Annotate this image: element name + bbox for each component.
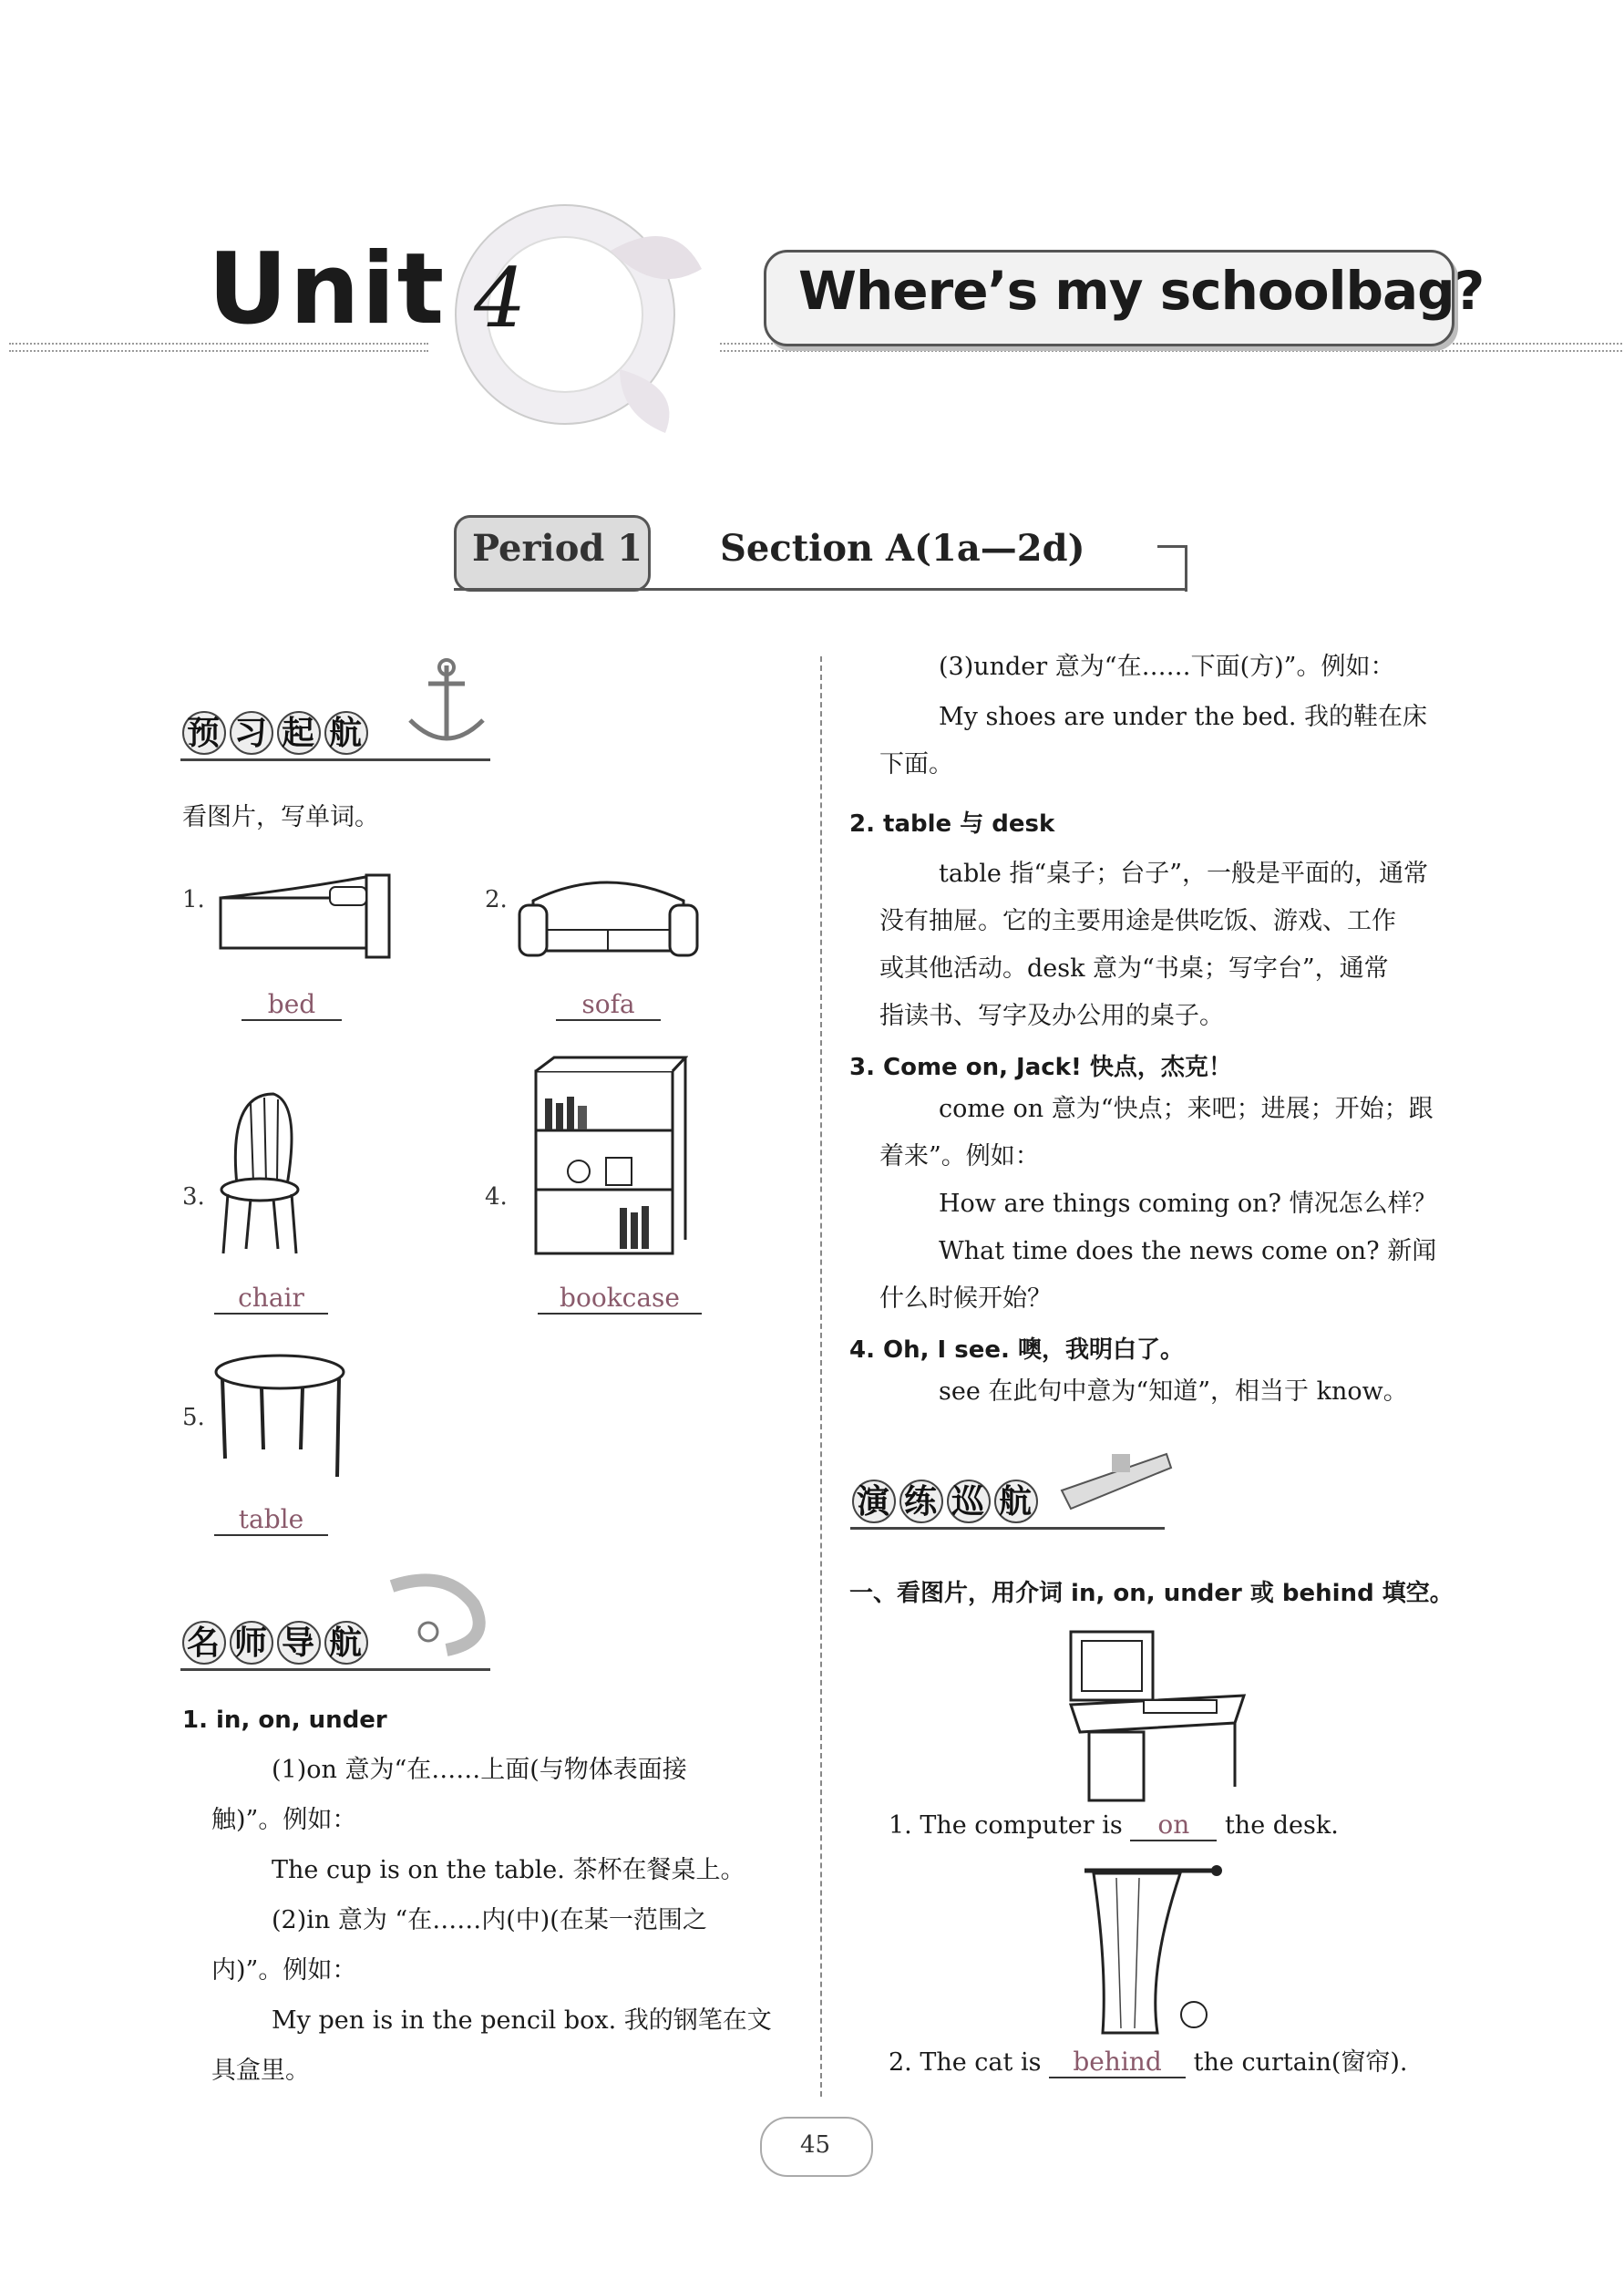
section-corner (1157, 545, 1187, 592)
teacher-line: 内)”。例如： (211, 1956, 357, 1985)
period-label: Period 1 (472, 527, 643, 570)
right-line: 着来”。例如： (879, 1142, 1040, 1170)
right-line: How are things coming on? 情况怎么样？ (939, 1190, 1437, 1218)
preview-badge: 预 习 起 航 (182, 711, 372, 755)
practice-badge-rule (850, 1527, 1165, 1530)
unit-title: Where’s my schoolbag? (798, 260, 1485, 322)
unit-number: 4 (474, 251, 527, 346)
computer-icon (1053, 1623, 1262, 1805)
teacher-line: 具盒里。 (211, 2057, 310, 2085)
question-2: 2. The cat is behind the curtain(窗帘). (889, 2047, 1408, 2077)
right-line: 或其他活动。desk 意为“书桌；写字台”，通常 (879, 954, 1389, 983)
header-decoration (428, 187, 702, 442)
answer-blank[interactable]: table (214, 1504, 328, 1536)
right-line: come on 意为“快点；来吧；进展；开始；跟 (939, 1095, 1434, 1123)
answer-blank[interactable]: chair (214, 1283, 328, 1315)
right-line: (3)under 意为“在……下面(方)”。例如： (939, 653, 1395, 681)
practice-instruction: 一、看图片，用介词 in, on, under 或 behind 填空。 (849, 1580, 1454, 1607)
teacher-line: (2)in 意为 “在……内(中)(在某一范围之 (272, 1906, 707, 1934)
right-line: 没有抽屉。它的主要用途是供吃饭、游戏、工作 (879, 907, 1396, 935)
item-number: 5. (182, 1404, 205, 1431)
right-line: My shoes are under the bed. 我的鞋在床 (939, 703, 1428, 731)
answer-blank[interactable]: behind (1049, 2047, 1186, 2078)
preview-badge-rule (180, 758, 490, 761)
right-line: What time does the news come on? 新闻 (939, 1237, 1437, 1265)
item-number: 4. (485, 1183, 508, 1211)
answer-blank[interactable]: on (1130, 1810, 1217, 1841)
item-number: 2. (485, 886, 508, 913)
section-underline (454, 588, 1187, 591)
practice-badge: 演 练 巡 航 (852, 1480, 1042, 1523)
right-heading-2: 2. table 与 desk (849, 810, 1055, 838)
preview-instruction: 看图片，写单词。 (182, 803, 379, 831)
question-1: 1. The computer is on the desk. (889, 1810, 1339, 1840)
page-number: 45 (800, 2131, 831, 2159)
table-icon (211, 1349, 348, 1486)
teacher-line: 触)”。例如： (211, 1806, 357, 1834)
answer-blank[interactable]: sofa (556, 989, 661, 1021)
right-line: 指读书、写字及办公用的桌子。 (879, 1002, 1224, 1030)
column-divider (820, 656, 822, 2097)
sofa-icon (515, 864, 702, 964)
teacher-badge-rule (180, 1668, 490, 1671)
answer-blank[interactable]: bookcase (538, 1283, 702, 1315)
swirl-icon (374, 1568, 501, 1659)
teacher-line: My pen is in the pencil box. 我的钢笔在文 (272, 2006, 772, 2035)
answer-blank[interactable]: bed (242, 989, 342, 1021)
teacher-line: (1)on 意为“在……上面(与物体表面接 (272, 1756, 687, 1784)
right-line: 什么时候开始？ (879, 1284, 1052, 1313)
flower-icon (428, 187, 702, 442)
teacher-heading-1: 1. in, on, under (182, 1707, 387, 1734)
bed-icon (211, 871, 398, 966)
section-label: Section A(1a—2d) (720, 527, 1085, 570)
right-line: see 在此句中意为“知道”，相当于 know。 (939, 1377, 1408, 1406)
chair-icon (210, 1085, 310, 1258)
teacher-badge: 名 师 导 航 (182, 1621, 372, 1665)
unit-word: Unit (208, 232, 447, 346)
teacher-line: The cup is on the table. 茶杯在餐桌上。 (272, 1856, 745, 1884)
right-line: 下面。 (879, 750, 953, 779)
right-line: table 指“桌子；台子”，一般是平面的，通常 (939, 860, 1429, 888)
ship-icon (1057, 1436, 1176, 1518)
anchor-icon (392, 656, 501, 760)
right-heading-4: 4. Oh, I see. 噢，我明白了。 (849, 1336, 1184, 1364)
bookcase-icon (529, 1053, 688, 1258)
item-number: 3. (182, 1183, 205, 1211)
item-number: 1. (182, 886, 205, 913)
right-heading-3: 3. Come on, Jack! 快点，杰克！ (849, 1054, 1232, 1081)
curtain-icon (1080, 1860, 1226, 2042)
